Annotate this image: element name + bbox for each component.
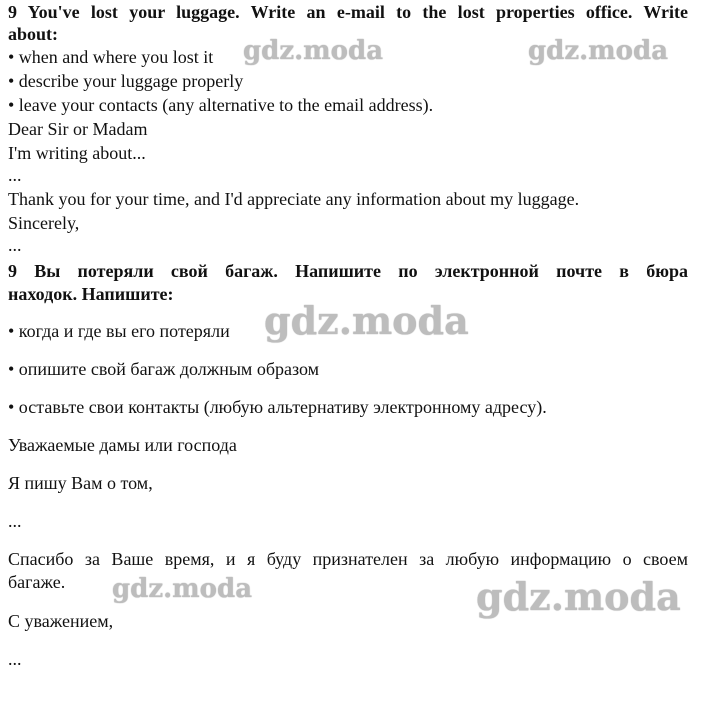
watermark-logo: gdz.moda	[243, 36, 384, 66]
russian-ellipsis-1: ...	[8, 511, 22, 531]
english-ellipsis-1: ...	[8, 165, 22, 185]
english-opening: I'm writing about...	[8, 143, 146, 163]
russian-thanks-line2: багаже.	[8, 572, 66, 592]
russian-heading-line2: находок. Напишите:	[8, 284, 174, 304]
english-bullet-2: • describe your luggage properly	[8, 71, 244, 91]
russian-ellipsis-2: ...	[8, 649, 22, 669]
watermark-logo: gdz.moda	[112, 574, 253, 604]
english-heading-line1: 9 You've lost your luggage. Write an e-mail to the lost properties office. Write	[8, 2, 688, 22]
russian-heading-line1: 9 Вы потеряли свой багаж. Напишите по электронной почте в бюра	[8, 261, 688, 281]
english-bullet-3: • leave your contacts (any alternative to the email address).	[8, 95, 434, 115]
russian-opening: Я пишу Вам о том,	[8, 473, 153, 493]
watermark-logo: gdz.moda	[264, 298, 469, 343]
english-closing: Sincerely,	[8, 213, 80, 233]
english-ellipsis-2: ...	[8, 235, 22, 255]
russian-bullet-1: • когда и где вы его потеряли	[8, 321, 230, 341]
english-greeting: Dear Sir or Madam	[8, 119, 148, 139]
english-thanks: Thank you for your time, and I'd appreciate any information about my luggage.	[8, 189, 580, 209]
russian-bullet-2: • опишите свой багаж должным образом	[8, 359, 320, 379]
english-heading-line2: about:	[8, 24, 59, 44]
russian-greeting: Уважаемые дамы или господа	[8, 435, 237, 455]
watermark-logo: gdz.moda	[528, 36, 669, 66]
watermark-logo: gdz.moda	[476, 574, 681, 619]
russian-bullet-3: • оставьте свои контакты (любую альтернативу электронному адресу).	[8, 397, 547, 417]
russian-closing: С уважением,	[8, 611, 114, 631]
russian-thanks-line1: Спасибо за Ваше время, и я буду признателен за любую информацию о своем	[8, 549, 688, 569]
english-bullet-1: • when and where you lost it	[8, 47, 214, 67]
